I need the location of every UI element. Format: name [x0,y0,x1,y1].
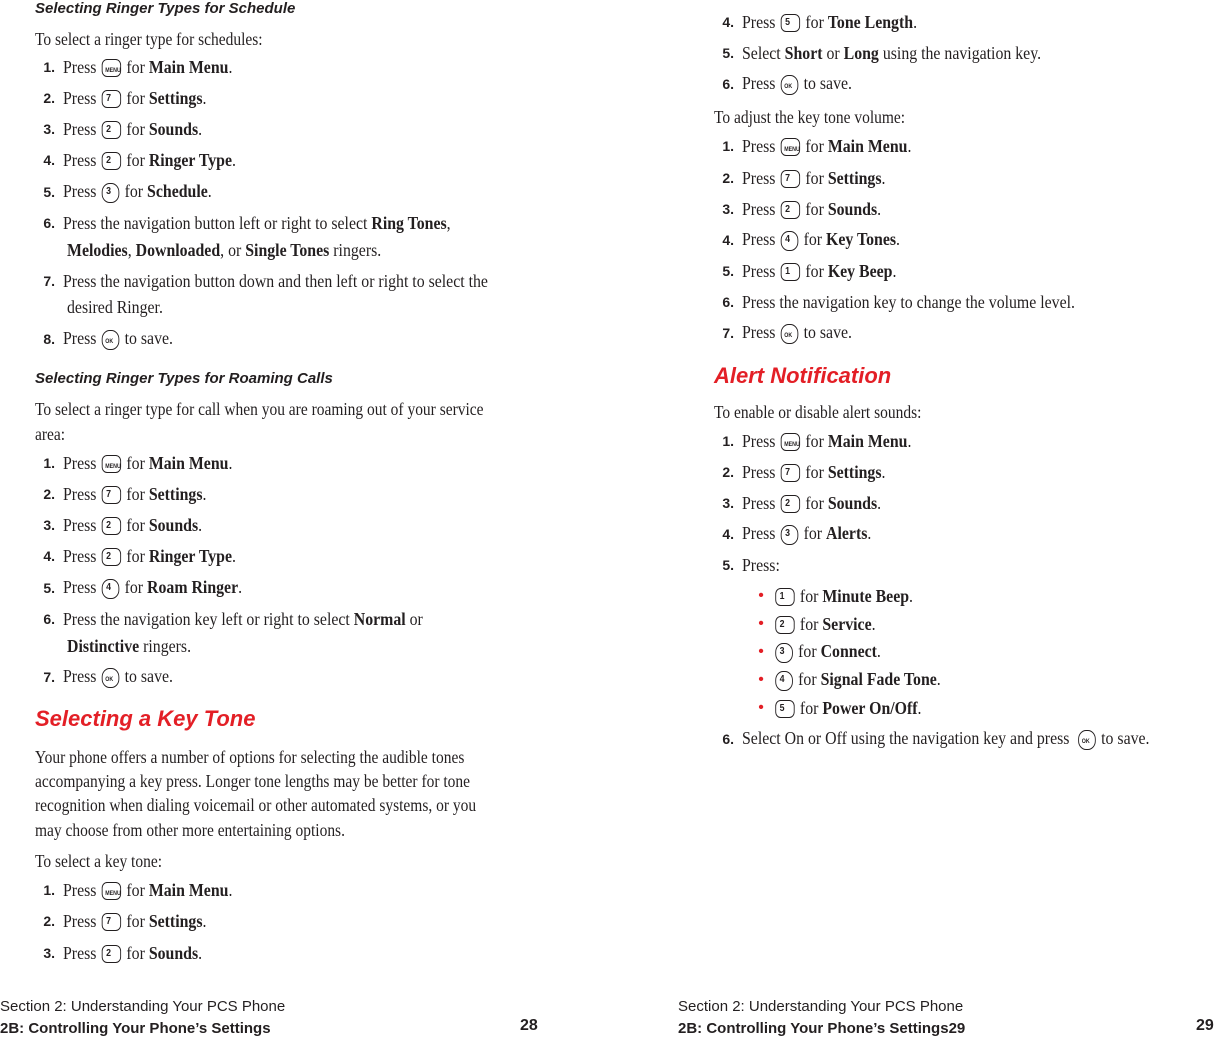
step-number: 2. [43,486,55,502]
step-item: 1. Press MENU for Main Menu. [714,429,935,453]
key-3-icon: 3 [102,183,120,203]
step-item: 1. Press MENU for Main Menu. [35,878,256,902]
ok-key-icon: OK [102,330,120,350]
key-2-icon: 2 [781,495,800,513]
step-item: 5. Press 1 for Key Beep. [714,259,918,283]
intro-text: To adjust the key tone volume: [714,107,906,127]
page-number: 28 [520,1017,538,1034]
step-number: 6. [722,731,734,747]
intro-text: To enable or disable alert sounds: [714,402,922,422]
body-paragraph-line: accompanying a key press. Longer tone lengths may be better for tone [35,771,471,791]
step-number: 3. [722,495,734,511]
step-number: 3. [722,201,734,217]
step-item: 2. Press 7 for Settings. [35,86,226,110]
key-5-icon: 5 [781,14,800,32]
step-number: 4. [722,232,734,248]
step-item: 7. Press the navigation button down and then left or right to select the [35,269,546,293]
step-item: 1. Press MENU for Main Menu. [35,451,256,475]
key-7-icon: 7 [781,464,800,482]
step-item: 3. Press 2 for Sounds. [35,941,221,965]
step-number: 5. [722,45,734,61]
step-number: 5. [43,184,55,200]
step-item: 7. Press OK to save. [35,665,188,689]
key-2-icon: 2 [102,548,121,566]
step-item: 6. Select On or Off using the navigation key and press OK to save. [714,727,1205,751]
step-number: 7. [43,669,55,685]
step-item: 2. Press 7 for Settings. [35,909,226,933]
key-3-icon: 3 [775,643,793,663]
step-number: 1. [43,882,55,898]
key-5-icon: 5 [775,700,794,718]
key-4-icon: 4 [781,231,799,251]
key-2-icon: 2 [102,517,121,535]
step-number: 2. [722,464,734,480]
step-item: 3. Press 2 for Sounds. [35,117,221,141]
key-4-icon: 4 [102,579,120,599]
step-item: 3. Press 2 for Sounds. [714,197,900,221]
section-title: Selecting a Key Tone [35,706,256,731]
key-7-icon: 7 [102,913,121,931]
body-paragraph-line: may choose from other more entertaining options. [35,820,345,840]
key-2-icon: 2 [781,201,800,219]
intro-text: To select a key tone: [35,851,163,871]
bullet-icon: • [758,587,764,604]
step-item: 5. Press 4 for Roam Ringer. [35,576,267,600]
step-number: 5. [722,263,734,279]
key-1-icon: 1 [781,263,800,281]
step-item: 3. Press 2 for Sounds. [35,513,221,537]
step-item: 2. Press 7 for Settings. [35,482,226,506]
bullet-icon: • [758,671,764,688]
key-2-icon: 2 [102,945,121,963]
step-item: 5. Press: [714,553,785,577]
step-number: 3. [43,517,55,533]
step-number: 2. [722,170,734,186]
bullet-item: • 3 for Connect. [752,640,896,664]
step-number: 6. [722,76,734,92]
step-item: 4. Press 4 for Key Tones. [714,228,922,252]
footer-chapter: 2B: Controlling Your Phone’s Settings29 [678,1020,966,1037]
step-number: 1. [722,138,734,154]
bullet-icon: • [758,615,764,632]
bullet-item: • 4 for Signal Fade Tone. [752,668,964,692]
section-title: Alert Notification [714,363,892,388]
step-number: 2. [43,913,55,929]
step-number: 6. [43,215,55,231]
key-7-icon: 7 [781,170,800,188]
menu-key-icon: MENU [102,882,121,900]
step-item: 6. Press the navigation button left or right to select Ring Tones, [35,211,503,235]
intro-text: To select a ringer type for schedules: [35,29,263,49]
step-item: 4. Press 5 for Tone Length. [714,10,941,34]
section-heading: Selecting Ringer Types for Schedule [35,0,296,17]
step-number: 4. [722,526,734,542]
step-number: 4. [43,548,55,564]
menu-key-icon: MENU [781,138,800,156]
ok-key-icon: OK [781,324,799,344]
key-4-icon: 4 [775,671,793,691]
bullet-item: • 5 for Power On/Off. [752,696,942,720]
step-number: 7. [43,273,55,289]
key-3-icon: 3 [781,525,799,545]
step-item: 5. Press 3 for Schedule. [35,180,232,204]
step-number: 1. [43,59,55,75]
body-paragraph-line: recognition when dialing voicemail or other automated systems, or you [35,795,477,815]
step-item: 5. Select Short or Long using the navigation key. [714,41,1082,65]
step-item: 6. Press the navigation key to change the volume level. [714,290,1120,314]
step-continuation: Distinctive ringers. [67,635,192,656]
intro-text: area: [35,424,66,444]
step-number: 2. [43,90,55,106]
bullet-item: • 2 for Service. [752,612,890,636]
section-heading: Selecting Ringer Types for Roaming Calls [35,370,333,387]
ok-key-icon: OK [781,75,799,95]
step-number: 8. [43,331,55,347]
step-number: 7. [722,325,734,341]
step-number: 3. [43,945,55,961]
footer-chapter: 2B: Controlling Your Phone’s Settings [0,1020,271,1037]
menu-key-icon: MENU [102,455,121,473]
ok-key-icon: OK [102,668,120,688]
step-number: 6. [43,611,55,627]
step-number: 3. [43,121,55,137]
step-number: 5. [43,580,55,596]
key-2-icon: 2 [775,616,794,634]
step-number: 1. [43,455,55,471]
step-item: 6. Press OK to save. [714,72,867,96]
body-paragraph-line: Your phone offers a number of options for selecting the audible tones [35,747,465,767]
key-7-icon: 7 [102,486,121,504]
step-item: 8. Press OK to save. [35,327,188,351]
bullet-icon: • [758,699,764,716]
key-2-icon: 2 [102,121,121,139]
step-number: 6. [722,294,734,310]
step-item: 2. Press 7 for Settings. [714,460,905,484]
step-number: 4. [722,14,734,30]
ok-key-icon: OK [1078,730,1096,750]
key-7-icon: 7 [102,90,121,108]
page-number: 29 [1196,1017,1214,1034]
step-continuation: Melodies, Downloaded, or Single Tones ringers. [67,239,382,260]
key-2-icon: 2 [102,152,121,170]
step-number: 4. [43,152,55,168]
key-1-icon: 1 [775,588,794,606]
intro-text: To select a ringer type for call when you are roaming out of your service [35,399,484,419]
step-continuation: desired Ringer. [67,296,163,317]
step-item: 7. Press OK to save. [714,321,867,345]
footer-section: Section 2: Understanding Your PCS Phone [0,998,286,1015]
step-item: 1. Press MENU for Main Menu. [35,55,256,79]
step-number: 5. [722,557,734,573]
step-item: 6. Press the navigation key left or right to select Normal or [35,607,472,631]
menu-key-icon: MENU [102,59,121,77]
step-item: 4. Press 2 for Ringer Type. [35,544,260,568]
step-item: 1. Press MENU for Main Menu. [714,134,935,158]
step-item: 4. Press 3 for Alerts. [714,522,889,546]
step-item: 3. Press 2 for Sounds. [714,491,900,515]
step-number: 1. [722,433,734,449]
step-item: 4. Press 2 for Ringer Type. [35,148,260,172]
bullet-icon: • [758,643,764,660]
menu-key-icon: MENU [781,433,800,451]
step-item: 2. Press 7 for Settings. [714,166,905,190]
footer-section: Section 2: Understanding Your PCS Phone [678,998,964,1015]
bullet-item: • 1 for Minute Beep. [752,584,933,608]
